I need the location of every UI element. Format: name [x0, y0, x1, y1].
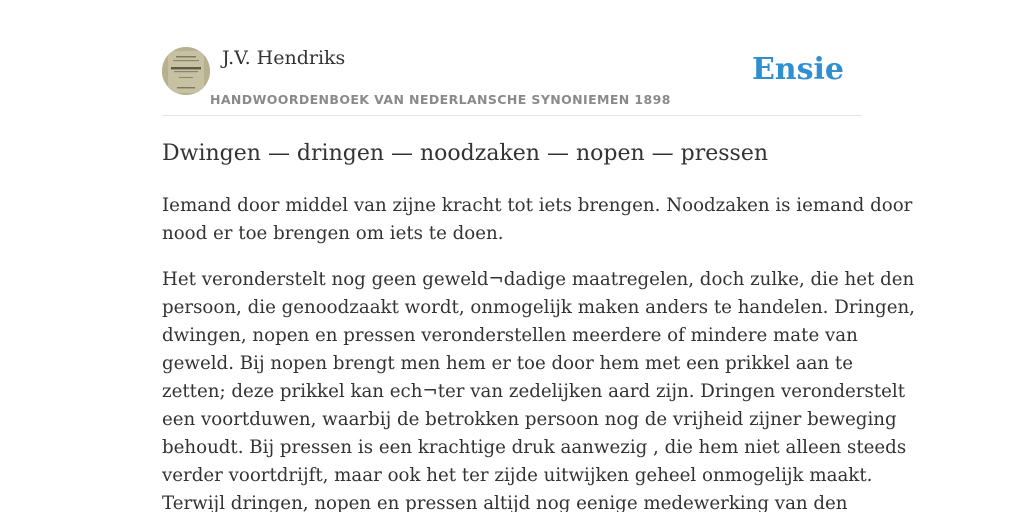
book-title[interactable]: HANDWOORDENBOEK VAN NEDERLANSCHE SYNONIEMEN 1898 [210, 92, 671, 107]
text-line: behoudt. Bij pressen is een krachtige druk aanwezig , die hem niet alleen steeds [162, 437, 907, 458]
text-line: verder voortdrijft, maar ook het ter zijde uitwijken geheel onmogelijk maakt. [162, 465, 873, 486]
text-line: Terwijl dringen, nopen en pressen altijd nog eenige medewerking van den [162, 493, 848, 512]
author-name[interactable]: J.V. Hendriks [222, 47, 346, 69]
text-line: persoon, die genoodzaakt wordt, onmogelijk maken anders te handelen. Dringen, [162, 297, 915, 318]
text-line: dwingen, nopen en pressen veronderstellen meerdere of mindere mate van [162, 325, 858, 346]
text-line: Iemand door middel van zijne kracht tot iets brengen. Noodzaken is iemand door [162, 195, 913, 216]
text-line: geweld. Bij nopen brengt men hem er toe door hem met een prikkel aan te [162, 353, 853, 374]
entry-header [162, 46, 862, 116]
entry-body [162, 192, 915, 512]
paragraph-1 [162, 192, 913, 248]
entry-title: Dwingen — dringen — noodzaken — nopen — pressen [162, 141, 769, 166]
paragraph-2 [162, 266, 915, 512]
text-line: zetten; deze prikkel kan ech¬ter van zedelijken aard zijn. Dringen veronderstelt [162, 381, 906, 402]
text-line: nood er toe brengen om iets te doen. [162, 223, 504, 244]
text-line: een voortduwen, waarbij de betrokken persoon nog de vrijheid zijner beweging [162, 409, 897, 430]
text-line: Het veronderstelt nog geen geweld¬dadige maatregelen, doch zulke, die het den [162, 269, 915, 290]
book-cover-icon[interactable] [162, 47, 210, 95]
ensie-logo[interactable]: Ensie [751, 52, 844, 87]
